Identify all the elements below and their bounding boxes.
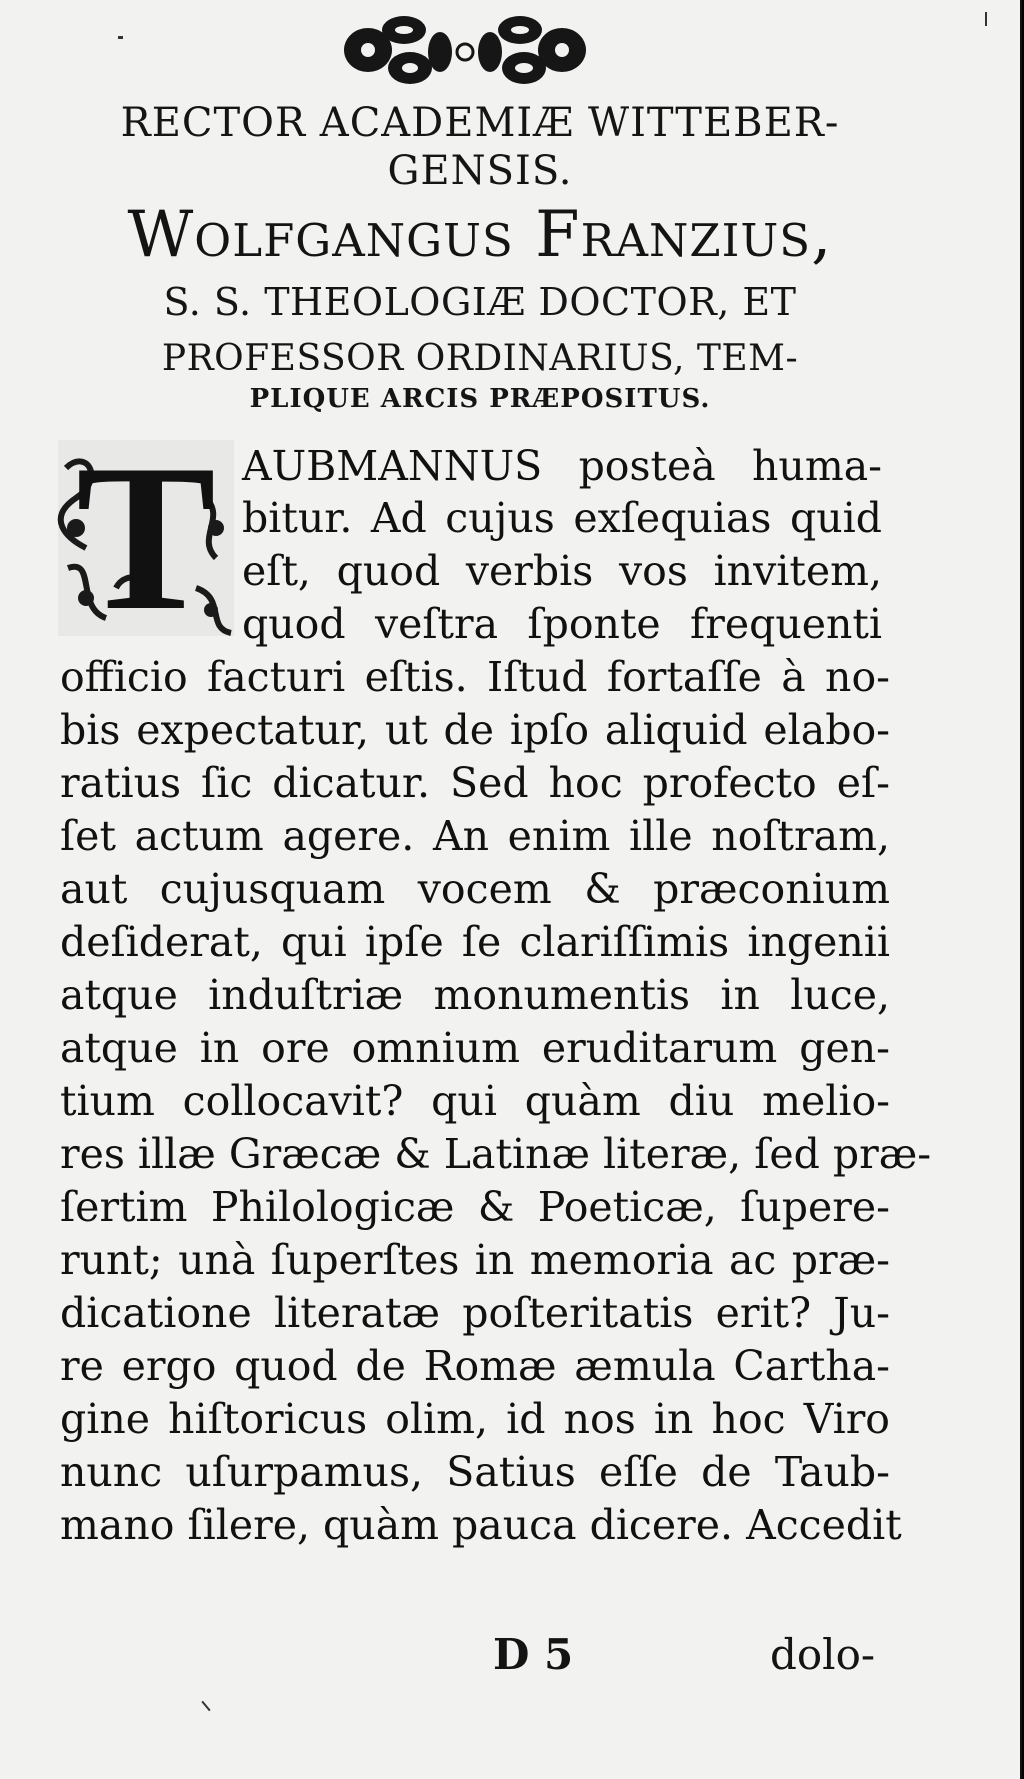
body-line-13: tium collocavit? qui quàm diu melio- — [60, 1077, 890, 1125]
decorated-initial-T-icon — [56, 438, 236, 638]
body-line-21: mano ſilere, quàm pauca dicere. Accedit — [60, 1501, 902, 1549]
title-line-1: RECTOR ACADEMIÆ WITTEBER- — [120, 100, 840, 146]
body-line-5: officio facturi eſtis. Iſtud fortaſſe à no- — [60, 653, 890, 701]
floral-ornament-icon — [340, 8, 590, 90]
subtitle-line-1: S. S. THEOLOGIÆ DOCTOR, ET — [163, 280, 797, 324]
body-line-2: bitur. Ad cujus exſequias quid — [242, 494, 882, 542]
ink-speck — [985, 12, 987, 26]
body-line-15: ſertim Philologicæ & Poeticæ, ſupere- — [60, 1183, 890, 1231]
subtitle-line-3: PLIQUE ARCIS PRÆPOSITUS. — [249, 384, 711, 414]
body-line-8: ſet actum agere. An enim ille noſtram, — [60, 812, 890, 860]
body-line-11: atque induſtriæ monumentis in luce, — [60, 971, 890, 1019]
author-name: Wolfgangus Franzius, — [127, 198, 833, 272]
body-line-19: gine hiſtoricus olim, id nos in hoc Viro — [60, 1395, 890, 1443]
body-line-12: atque in ore omnium eruditarum gen- — [60, 1024, 890, 1072]
subtitle-line-2: PROFESSOR ORDINARIUS, TEM- — [161, 338, 799, 379]
catchword: dolo- — [770, 1630, 876, 1679]
body-line-16: runt; unà ſuperſtes in memoria ac præ- — [60, 1236, 890, 1284]
body-line-14: res illæ Græcæ & Latinæ literæ, ſed præ- — [60, 1130, 932, 1178]
body-line-4: quod veſtra ſponte frequenti — [242, 600, 882, 648]
body-line-18: re ergo quod de Romæ æmula Cartha- — [60, 1342, 890, 1390]
ink-speck — [118, 36, 123, 39]
title-line-2: GENSIS. — [387, 148, 573, 194]
body-line-7: ratius ſic dicatur. Sed hoc profecto eſ- — [60, 759, 890, 807]
body-line-3: eſt, quod verbis vos invitem, — [242, 547, 882, 595]
body-line-10: deſiderat, qui ipſe ſe clariſſimis ingenii — [60, 918, 890, 966]
body-line-17: dicatione literatæ poſteritatis erit? Ju- — [60, 1289, 890, 1337]
body-line-1: AUBMANNUS posteà huma- — [242, 442, 882, 490]
initial-letter: T — [75, 438, 217, 638]
signature-mark: D 5 — [493, 1630, 574, 1679]
page-edge — [1020, 0, 1022, 1779]
ink-speck — [201, 1701, 210, 1711]
body-line-20: nunc uſurpamus, Satius eſſe de Taub- — [60, 1448, 890, 1496]
body-line-6: bis expectatur, ut de ipſo aliquid elabo- — [60, 706, 890, 754]
body-line-9: aut cujusquam vocem & præconium — [60, 865, 890, 913]
